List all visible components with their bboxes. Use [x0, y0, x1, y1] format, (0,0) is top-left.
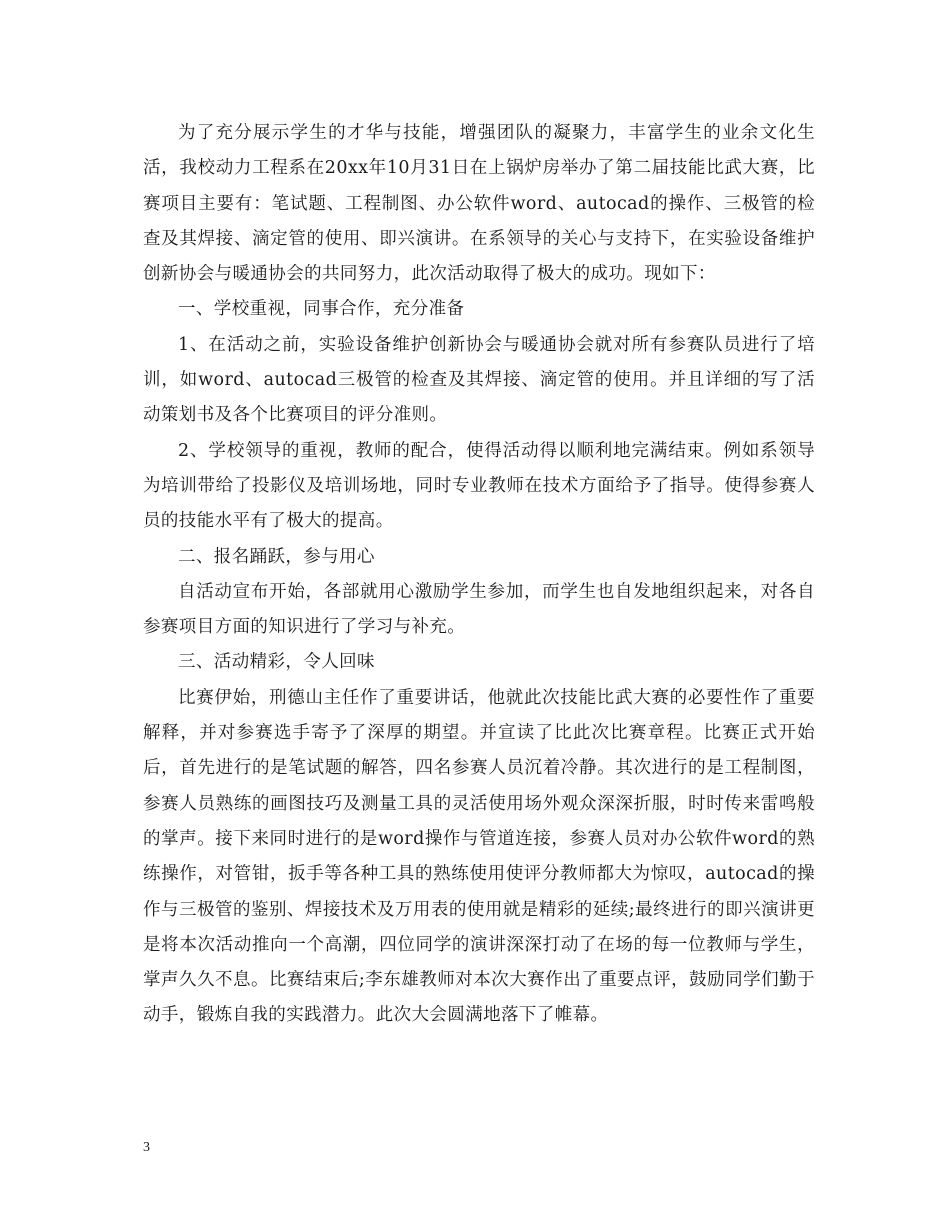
section-heading-1: 一、学校重视，同事合作，充分准备 [178, 299, 465, 320]
intro-paragraph: 为了充分展示学生的才华与技能，增强团队的凝聚力，丰富学生的业余文化生活，我校动力工程系在20xx年10月31日在上锅炉房举办了第二届技能比武大赛，比赛项目主要有：笔试题、工程制图、办公软件word、autocad的操作、三极管的检查及其焊接、滴定管的使用、即兴演讲。在系领导的关心与支持下，在实验设备维护创新协会与暖通协会的共同努力，此次活动取得了极大的成功。现如下： [143, 123, 815, 285]
paragraph-activity: 比赛伊始，刑德山主任作了重要讲话，他就此次技能比武大赛的必要性作了重要解释，并对参赛选手寄予了深厚的期望。并宣读了比此次比赛章程。比赛正式开始后，首先进行的是笔试题的解答，四名参赛人员沉着冷静。其次进行的是工程制图，参赛人员熟练的画图技巧及测量工具的灵活使用场外观众深深折服，时时传来雷鸣般的掌声。接下来同时进行的是word操作与管道连接，参赛人员对办公软件word的熟练操作，对管钳，扳手等各种工具的熟练使用使评分教师都大为惊叹，autocad的操作与三极管的鉴别、焊接技术及万用表的使用就是精彩的延续;最终进行的即兴演讲更是将本次活动推向一个高潮，四位同学的演讲深深打动了在场的每一位教师与学生，掌声久久不息。比赛结束后;李东雄教师对本次大赛作出了重要点评，鼓励同学们勤于动手，锻炼自我的实践潜力。此次大会圆满地落下了帷幕。 [143, 687, 815, 1026]
page-number: 3 [143, 1140, 150, 1155]
section-heading-2: 二、报名踊跃，参与用心 [178, 546, 375, 567]
document-body [143, 116, 815, 1034]
paragraph-preparation-1: 1、在活动之前，实验设备维护创新协会与暖通协会就对所有参赛队员进行了培训，如word、autocad三极管的检查及其焊接、滴定管的使用。并且详细的写了活动策划书及各个比赛项目的评分准则。 [143, 334, 815, 426]
section-heading-3: 三、活动精彩，令人回味 [178, 652, 375, 673]
paragraph-preparation-2: 2、学校领导的重视，教师的配合，使得活动得以顺利地完满结束。例如系领导为培训带给了投影仪及培训场地，同时专业教师在技术方面给予了指导。使得参赛人员的技能水平有了极大的提高。 [143, 440, 815, 532]
paragraph-registration: 自活动宣布开始，各部就用心激励学生参加，而学生也自发地组织起来，对各自参赛项目方面的知识进行了学习与补充。 [143, 581, 815, 638]
